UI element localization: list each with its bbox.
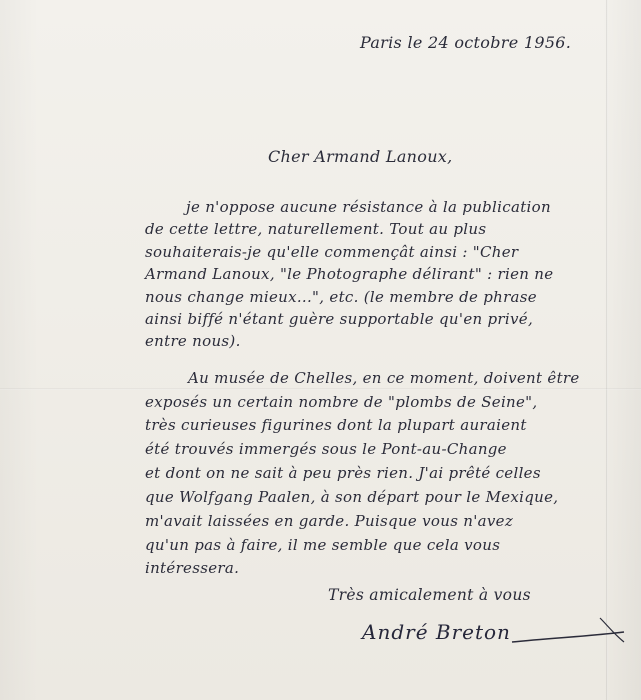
body-line: Au musée de Chelles, en ce moment, doivent être bbox=[188, 369, 580, 387]
body-line: très curieuses figurines dont la plupart auraient bbox=[145, 416, 527, 434]
body-line: de cette lettre, naturellement. Tout au plus bbox=[145, 220, 487, 238]
body-line: intéressera. bbox=[145, 559, 240, 577]
body-line: souhaiterais-je qu'elle commençât ainsi : "Cher bbox=[145, 243, 519, 261]
body-line: qu'un pas à faire, il me semble que cela vous bbox=[145, 536, 501, 554]
body-line: nous change mieux...", etc. (le membre de phrase bbox=[145, 288, 537, 306]
body-line: et dont on ne sait à peu près rien. J'ai prêté celles bbox=[145, 464, 541, 482]
vertical-fold-crease bbox=[606, 0, 608, 700]
salutation: Cher Armand Lanoux, bbox=[268, 147, 453, 166]
body-line: entre nous). bbox=[145, 332, 241, 350]
body-line: été trouvés immergés sous le Pont-au-Change bbox=[145, 440, 507, 458]
body-line: Armand Lanoux, "le Photographe délirant" : rien ne bbox=[145, 265, 554, 283]
body-line: je n'oppose aucune résistance à la publication bbox=[186, 198, 551, 216]
body-line: m'avait laissées en garde. Puisque vous n'avez bbox=[145, 512, 514, 530]
body-line: exposés un certain nombre de "plombs de Seine", bbox=[145, 393, 538, 411]
body-line: que Wolfgang Paalen, à son départ pour le Mexique, bbox=[145, 488, 559, 506]
body-line: ainsi biffé n'étant guère supportable qu'en privé, bbox=[145, 310, 534, 328]
horizontal-fold-crease bbox=[0, 388, 641, 390]
closing-line: Très amicalement à vous bbox=[328, 586, 531, 604]
signature-text: André Breton bbox=[362, 620, 511, 644]
handwritten-signature bbox=[362, 612, 632, 652]
letter-date: Paris le 24 octobre 1956. bbox=[360, 33, 572, 52]
